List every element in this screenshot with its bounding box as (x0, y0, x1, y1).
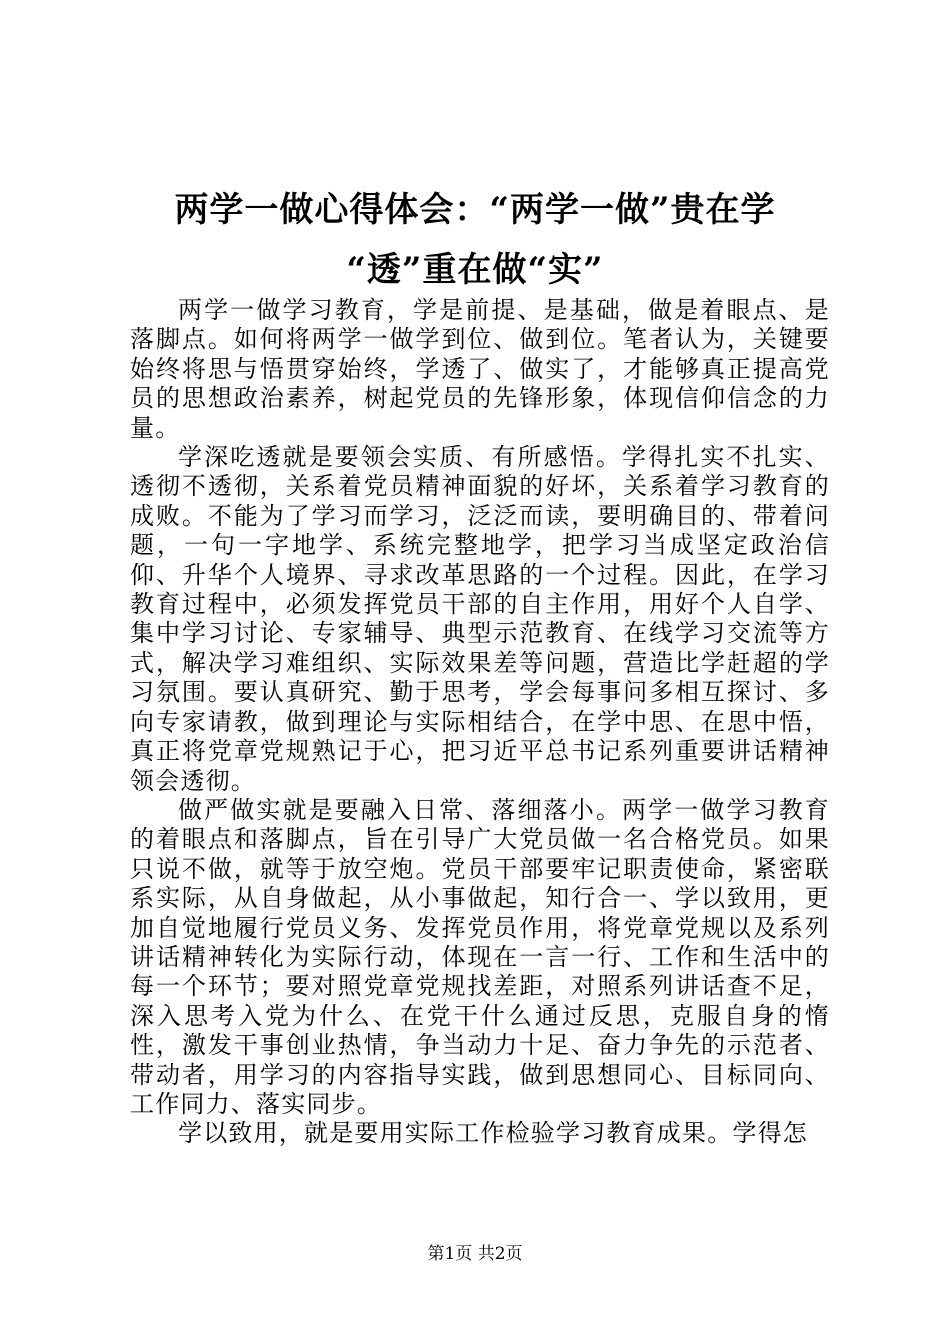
page-number-footer: 第1页 共2页 (427, 1244, 523, 1264)
document-title-line-2: “透”重在做“实” (346, 250, 604, 290)
paragraph: 做严做实就是要融入日常、落细落小。两学一做学习教育的着眼点和落脚点，旨在引导广大党员做一名合格党员。如果只说不做，就等于放空炮。党员干部要牢记职责使命，紧密联系实际，从自身做起，从小事做起，知行合一、学以致用，更加自觉地履行党员义务、发挥党员作用，将党章党规以及系列讲话精神转化为实际行动，体现在一言一行、工作和生活中的每一个环节；要对照党章党规找差距，对照系列讲话查不足，深入思考入党为什么、在党干什么通过反思，克服自身的惰性，激发干事创业热情，争当动力十足、奋力争先的示范者、带动者，用学习的内容指导实践，做到思想同心、目标同向、工作同力、落实同步。 (130, 795, 830, 1118)
paragraph: 学深吃透就是要领会实质、有所感悟。学得扎实不扎实、透彻不透彻，关系着党员精神面貌的好坏，关系着学习教育的成败。不能为了学习而学习，泛泛而读，要明确目的、带着问题，一句一字地学、系统完整地学，把学习当成坚定政治信仰、升华个人境界、寻求改革思路的一个过程。因此，在学习教育过程中，必须发挥党员干部的自主作用，用好个人自学、集中学习讨论、专家辅导、典型示范教育、在线学习交流等方式，解决学习难组织、实际效果差等问题，营造比学赶超的学习氛围。要认真研究、勤于思考，学会每事问多相互探讨、多向专家请教，做到理论与实际相结合，在学中思、在思中悟，真正将党章党规熟记于心，把习近平总书记系列重要讲话精神领会透彻。 (130, 443, 830, 795)
document-title-line-1: 两学一做心得体会：“两学一做”贵在学 (174, 190, 776, 230)
document-body (130, 296, 830, 1149)
paragraph: 学以致用，就是要用实际工作检验学习教育成果。学得怎 (178, 1119, 808, 1148)
paragraph: 两学一做学习教育，学是前提、是基础，做是着眼点、是落脚点。如何将两学一做学到位、做到位。笔者认为，关键要始终将思与悟贯穿始终，学透了、做实了，才能够真正提高党员的思想政治素养，树起党员的先锋形象，体现信仰信念的力量。 (130, 296, 830, 442)
